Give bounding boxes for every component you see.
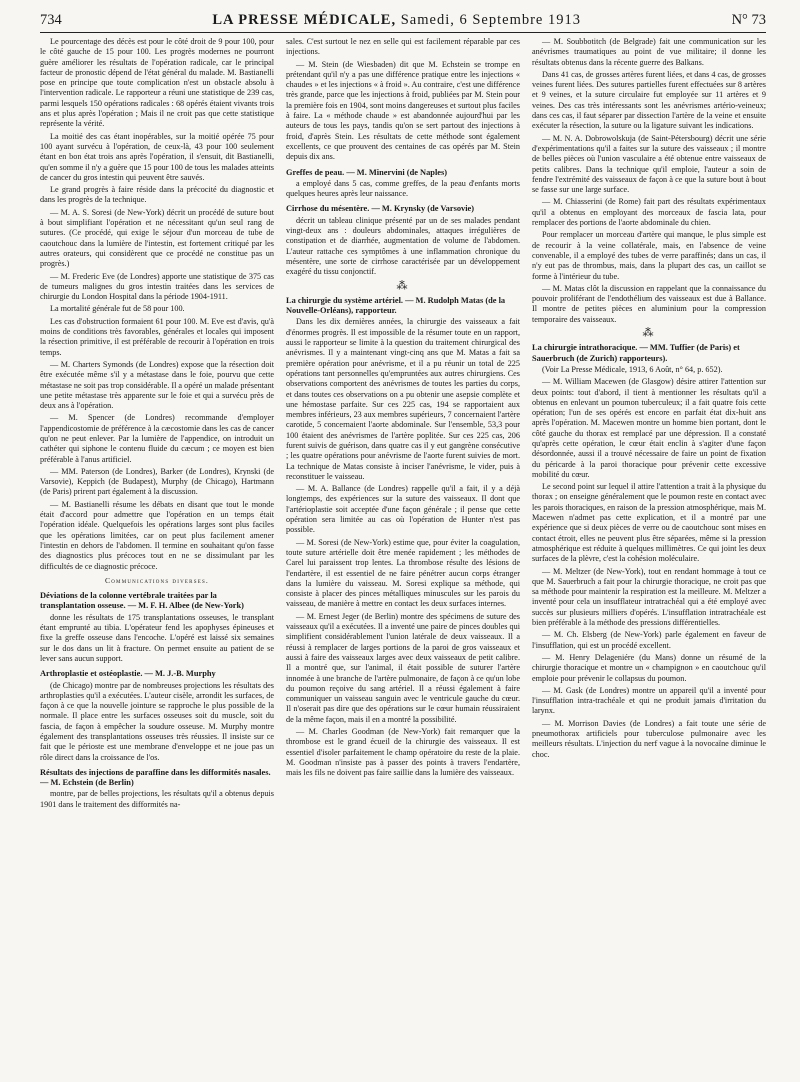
paragraph: montre, par de belles projections, les résultats qu'il a obtenus depuis 1901 dans le traitement des difformités na- — [40, 789, 274, 809]
column-3 — [532, 37, 766, 1069]
paragraph: — M. Charles Goodman (de New-York) fait remarquer que la thrombose est le grand écueil de la chirurgie des vaisseaux. Il est essentiel d'isoler parfaitement le champ opératoire du reste de la plaie. M. Goodman n'insiste pas à passer des points à travers l'endartère, mais les fils ne doivent pas faire saillie dans la lumière des vaisseaux. — [286, 727, 520, 778]
paragraph: — M. Ernest Jeger (de Berlin) montre des spécimens de suture des vaisseaux qu'il a exécutées. Il a inventé une paire de pinces doubles qui simplifient considérablement l'union latérale de deux vaisseaux. Il a réussi à remplacer de larges portions de la paroi de gros vaisseaux et aussi à faire des vaisseaux larges avec deux vaisseaux de petit calibre. Il a montré que, sur l'animal, il était possible de suturer l'artère innomée à une branche de l'artère pulmonaire, de façon à ce qu'un lobe du poumon reçoive du sang artériel. Il a réussi également à faire communiquer un vaisseau sanguin avec le ventricule gauche du cœur. Il n'oserait pas dire que des opérations sur le cœur humain réussiraient de la même façon, mais il en a montré la possibilité. — [286, 611, 520, 724]
paragraph: Les cas d'obstruction formaient 61 pour 100. M. Eve est d'avis, qu'à moins de conditions très favorables, générales et locales qui imposent la résection primitive, il est préférable de recourir à l'opération en trois temps. — [40, 316, 274, 357]
column-2 — [286, 37, 520, 1069]
section-heading: Résultats des injections de paraffine dans les difformités nasales. — M. Echstein (de Berlin) — [40, 767, 271, 788]
paragraph: — M. Gask (de Londres) montre un appareil qu'il a inventé pour l'insufflation intra-trachéale et qui ne produit jamais d'irritation du larynx. — [532, 685, 766, 716]
paragraph: — M. Stein (de Wiesbaden) dit que M. Echstein se trompe en prétendant qu'il n'y a pas une différence pratique entre les injections « chaudes » et les injections « à froid ». Au contraire, c'est une différence très grande, parce que les injections à froid, publiées par M. Stein pour la première fois en 1904, sont moins dangereuses et surtout plus faciles à faire. La « méthode chaude » est abandonnée aujourd'hui par les auteurs de tous les pays, tandis qu'on se sert partout des injections à froid, d'après Stein. Les résultats de cette méthode sont également excellents, ce que prouvent des centaines de cas opérés par M. Stein depuis dix ans. — [286, 59, 520, 162]
section-heading: Déviations de la colonne vertébrale traitées par la transplantation osseuse. — M. F. H. Albee (de New-York) — [40, 591, 244, 611]
paragraph: — M. Frederic Eve (de Londres) apporte une statistique de 375 cas de tumeurs malignes du gros intestin traitées dans les services de chirurgie du London Hospital dans la période 1904-1911. — [40, 271, 274, 302]
paragraph: — M. Spencer (de Londres) recommande d'employer l'appendicostomie de préférence à la cæcostomie dans les cas de cancer qu'on ne peut enlever. Par la lumière de l'appendice, on introduit un cathéter qui siphone le contenu fluide du cæcum ; ce moyen est bien préférable à l'anus artificiel. — [40, 413, 274, 464]
paragraph: — MM. Paterson (de Londres), Barker (de Londres), Krynski (de Varsovie), Keppich (de Budapest), Murphy (de Chicago), Hartmann (de Paris) prirent part également à la discussion. — [40, 466, 274, 497]
paragraph: (Voir La Presse Médicale, 1913, 6 Août, n° 64, p. 652). — [542, 364, 723, 374]
paragraph: (de Chicago) montre par de nombreuses projections les résultats des arthroplasties qu'il a exécutées. L'auteur cisèle, arrondit les surfaces, de façon à ce que la nouvelle jointure se rapproche le plus possible de la normale. Il place entre les surfaces osseuses soit du muscle, soit du fascia, de façon à empêcher la soudure osseuse. M. Murphy montre également des transplantations osseuses très réussies. Il insiste sur ce fait que le périoste est une membrane d'enveloppe et ne joue pas un rôle direct dans la croissance de l'os. — [40, 680, 274, 762]
section-heading: Arthroplastie et ostéoplastie. — M. J.-B. Murphy — [40, 669, 216, 679]
paragraph: Dans 41 cas, de grosses artères furent liées, et dans 4 cas, de grosses veines furent liées. Des sutures partielles furent effectuées sur 8 artères et 9 veines, et la suture circulaire fut employée sur 11 artères et 9 veines. Des cas très intéressants sont les anévrismes artério-veineux; dans ces cas, il faut séparer par dissection l'artère de la veine et ensuite exécuter la résection, la suture ou la ligature suivant les indications. — [532, 69, 766, 131]
paragraph: La mortalité générale fut de 58 pour 100. — [50, 304, 185, 314]
paragraph: — M. Meltzer (de New-York), tout en rendant hommage à tout ce que M. Sauerbruch a fait pour la chirurgie thoracique, ne croit pas que sa méthode pour maintenir la respiration est la meilleure. M. Meltzer a inventé pour cela un insufflateur intratrachéal qui a été employé avec succès sur plusieurs milliers d'opérés. L'insufflation intratrachéale est bien préférable à la méthode des pressions différentielles. — [532, 566, 766, 628]
issue-date: Samedi, 6 Septembre 1913 — [400, 12, 581, 28]
text-columns — [40, 37, 766, 1069]
paragraph: — M. Soubbotitch (de Belgrade) fait une communication sur les anévrismes traumatiques au point de vue militaire; il donne les résultats obtenus dans la récente guerre des Balkans. — [532, 37, 766, 67]
paragraph: — M. Morrison Davies (de Londres) a fait toute une série de pneumothorax artificiels pour tuberculose pulmonaire avec les meilleurs résultats. L'injection du nerf vague à la novocaïne diminue le choc. — [532, 718, 766, 759]
journal-title-line — [212, 12, 581, 29]
paragraph: Le pourcentage des décès est pour le côté droit de 9 pour 100, pour le côté gauche de 15 pour 100. Les progrès modernes ne pourront guère améliorer les résultats de l'opération radicale, car le principal facteur de pronostic dépend de l'état général du malade. M. Bastianelli pose en principe que toute complication n'est un obstacle absolu à l'intervention radicale. Le rapporteur a réuni une statistique de 239 cas, parmi lesquels 150 opérations radicales : 68 opérés étaient vivants trois ans et plus après l'opération ; Mais il ne croit pas que cette statistique représente la vérité. — [40, 37, 274, 129]
section-heading: La chirurgie intrathoracique. — MM. Tuffier (de Paris) et Sauerbruch (de Zurich) rapporteurs). — [532, 343, 740, 363]
paragraph: — M. Ch. Elsberg (de New-York) parle également en faveur de l'insufflation, qui est un procédé excellent. — [532, 630, 766, 650]
paragraph: Le second point sur lequel il attire l'attention a trait à la physique du thorax ; on enseigne généralement que le poumon reste en contact avec les parois thoraciques, en raison de la pression atmosphérique, mais M. Macewen n'admet pas cette explication, et il a montré par une expérience que si deux pièces de verre ou de caoutchouc sont mises en contact étroit, elles ne peuvent plus être séparées, même si la pression atmosphérique est réduite à quelques millimètres. Ce qui joint les deux surfaces de la plèvre, c'est la cohésion moléculaire. — [532, 482, 766, 564]
paragraph: — M. Henry Delageniére (du Mans) donne un résumé de la chirurgie thoracique et montre un « champignon » en caoutchouc qu'il emploie pour prévenir le collapsus du poumon. — [532, 652, 766, 683]
section-title: Communications diverses. — [104, 575, 210, 585]
paragraph: donne les résultats de 175 transplantations osseuses, le transplant étant emprunté au tibia. L'opérateur fend les apophyses épineuses et fixe la greffe osseuse dans l'encoche. L'opéré est laissé six semaines sur le dos dans un lit à fracture. On permet ensuite au patient de se lever sans aucun support. — [40, 612, 274, 663]
journal-title: LA PRESSE MÉDICALE, — [212, 12, 397, 28]
paragraph: — M. William Macewen (de Glasgow) désire attirer l'attention sur deux points: tout d'abord, il tient à mentionner les résultats qu'il a obtenus en enlevant un poumon tuberculeux; il a fait quatre fois cette opération; l'un de ses opérés est encore en parfait état dix-huit ans après l'opération. M. Macewen montre un homme bien portant, dont le côté gauche du thorax est remplacé par une dépression. Il a constaté qu'après cette opération, le cœur était enclin à s'agiter d'une façon désordonnée, aussi il a trouvé nécessaire de faire un point de fixation du péricarde à la paroi thoracique pour prévenir cette excessive mobilité du cœur. — [532, 377, 766, 479]
column-1 — [40, 37, 274, 1069]
paragraph: décrit un tableau clinique présenté par un de ses malades pendant vingt-deux ans : douleurs abdominales, attaques irrégulières de constipation et de diarrhée, augmentation de volume de l'abdomen. L'auteur rattache ces symptômes à une inflammation chronique du mésentère, une sorte de cirrhose caractérisée par un développement exagéré du tissu conjonctif. — [286, 215, 520, 277]
page-number: 734 — [40, 12, 62, 28]
paragraph: Dans les dix dernières années, la chirurgie des vaisseaux a fait d'énormes progrès. Il est impossible de la résumer toute en un rapport, aussi le rapporteur se limite à la question du traitement chirurgical des anévrismes. Il y a maintenant vingt-cinq ans que M. Matas a fait sa première opération pour anévrisme, et il a pu réunir un total de 225 opérations tant personnelles qu'empruntées aux autres chirurgiens. Ces observations comportent des anévrismes de toutes les parties du corps, et dans toutes ces observations on a pu obtenir une asepsie complète et une hémostase parfaite. Sur ces 225 cas, 194 se rapportaient aux membres inférieurs, 23 aux membres supérieurs, 7 concernaient l'artère carotide, 5 concernaient l'aorte abdominale. Sur l'ensemble, 53,3 pour 100 étaient des anévrismes de l'artère poplitée. Sur ces 225 cas, 206 furent suivis de guérison, dans quatre cas il y eut gangrène consécutive ; les quatre opérations pour anévrisme de l'aorte furent suivies de mort. La technique de Matas consiste à inciser l'anévrisme, le vider, puis à reconstituer le vaisseau. — [286, 317, 520, 481]
paragraph: — M. Charters Symonds (de Londres) expose que la résection doit être exécutée même s'il y a métastase dans le foie, pourvu que cette métastase ne soit pas trop considérable. Il a opéré un malade présentant une petite métastase très apparente sur le foie et qui a survécu près de deux ans à l'opération. — [40, 359, 274, 411]
section-heading: Cirrhose du mésentère. — M. Krynsky (de Varsovie) — [286, 204, 475, 214]
paragraph: — M. Chiasserini (de Rome) fait part des résultats expérimentaux qu'il a obtenus en employant des morceaux de fascia lata, pour remplacer des portions de l'aorte abdominale du chien. — [532, 197, 766, 228]
paragraph: La moitié des cas étant inopérables, sur la moitié opérée 75 pour 100 ayant survécu à l'opération, de ceux-là, 43 pour 100 seulement étant en bon état trois ans après l'opération, il s'ensuit, dit Bastianelli, qu'en somme il n'y a guère que 15 pour 100 de tous les malades atteints de cancer du gros intestin qui peuvent être sauvés. — [40, 131, 274, 182]
section-heading: La chirurgie du système artériel. — M. Rudolph Matas (de la Nouvelle-Orléans), rapporteur. — [286, 295, 506, 316]
paragraph: — M. A. Ballance (de Londres) rappelle qu'il a fait, il y a déjà longtemps, des expériences sur la suture des vaisseaux. Il dont que l'artérioplastie soit acceptée d'une façon générale ; il pense que cette opération sera limitée au cas où l'opération de Hunter n'est pas possible. — [286, 484, 520, 535]
paragraph: Le grand progrès à faire réside dans la précocité du diagnostic et dans les progrès de la technique. — [40, 185, 274, 205]
paragraph: Pour remplacer un morceau d'artère qui manque, le plus simple est de recourir à la veine collatérale, mais, en l'absence de veine convenable, il a employé des tubes de verre paraffinés; dans un cas, il n'y eut pas de thrombus, mais, dans la plupart des cas, un caillot se forme à l'intérieur du tube. — [532, 230, 766, 281]
running-head — [40, 12, 766, 33]
issue-number: N° 73 — [731, 12, 766, 28]
asterism-divider: ⁂ — [396, 279, 410, 292]
paragraph: — M. Matas clôt la discussion en rappelant que la connaissance du pouvoir proliférant de l'endothélium des vaisseaux est due à Ballance. Il montre de petites pièces en aluminium pour la compression temporaire des vaisseaux. — [532, 283, 766, 324]
paragraph: a employé dans 5 cas, comme greffes, de la peau d'enfants morts quelques heures après leur naissance. — [286, 178, 520, 199]
section-heading: Greffes de peau. — M. Minervini (de Naples) — [286, 167, 448, 177]
paragraph: sales. C'est surtout le nez en selle qui est facilement réparable par ces injections. — [286, 37, 520, 57]
paragraph: — M. N. A. Dobrowolskuja (de Saint-Pétersbourg) décrit une série d'expérimentations qu'il a faites sur la suture des vaisseaux ; il montre de belles pièces où l'union vasculaire a été obtenue entre vaisseaux de petits calibres. Dans la technique qu'il emploie, l'auteur a soin de fendre l'extrémité des vaisseaux de façon à ce que la suture bout à bout se fasse sur une large surface. — [532, 133, 766, 195]
asterism-divider: ⁂ — [642, 327, 656, 340]
paragraph: — M. A. S. Soresi (de New-York) décrit un procédé de suture bout à bout simplifiant l'opération et ne nécessitant qu'un seul rang de sutures. (Ce procédé, qui exige le séjour d'un morceau de tube de caoutchouc dans la lumière de l'intestin, est fortement critiqué par les autres orateurs, qui considèrent que ce procédé ne constitue pas un progrès.) — [40, 207, 274, 269]
paragraph: — M. Bastianelli résume les débats en disant que tout le monde était d'accord pour admettre que l'opération en un temps était l'opération idéale. Quelquefois les opérations larges sont plus faciles que les opérations limitées, car on peut plus facilement amener l'intestin en dehors de l'abdomen. Il termine en souhaitant qu'on fasse des diagnostics plus précoces tout en ne se dissimulant par les difficultés de ce diagnostic précoce. — [40, 499, 274, 571]
paragraph: — M. Soresi (de New-York) estime que, pour éviter la coagulation, toute suture artérielle doit être menée rapidement ; les méthodes de Carel lui paraissent trop lentes. La thrombose résulte des lésions de l'endartère, il est essentiel de ne faire pénétrer aucun corps étranger dans la lumière du vaisseau. M. Soresi explique sa méthode, qui consiste à placer des pinces métalliques minuscules sur les parois du vaisseau, de manière à mettre en contact les deux surfaces internes. — [286, 537, 520, 609]
